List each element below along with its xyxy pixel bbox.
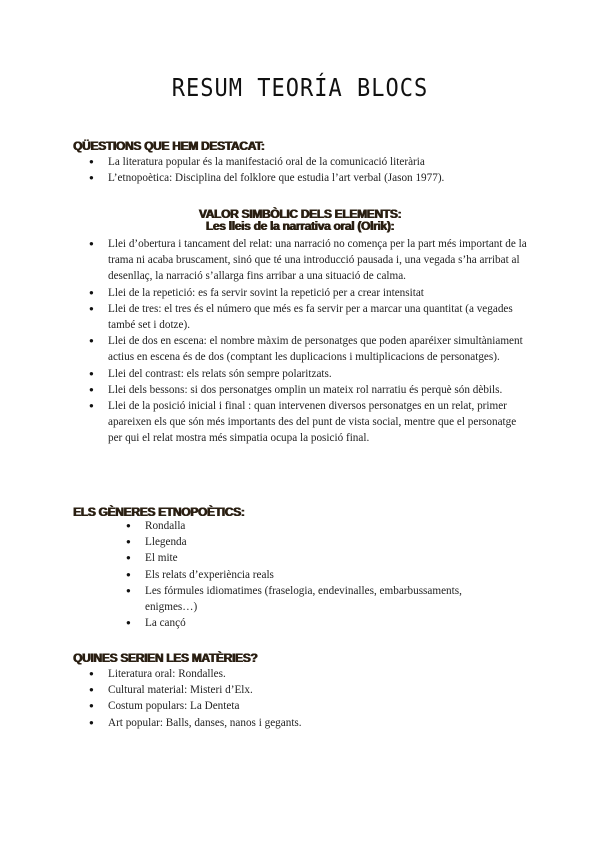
list-item: ● El mite bbox=[145, 550, 510, 566]
section-heading-subjects: QUINES SERIEN LES MATÈRIES? bbox=[73, 651, 258, 665]
bullet-icon: ● bbox=[89, 669, 94, 678]
bullet-icon: ● bbox=[126, 521, 131, 530]
list-item: ● Les fórmules idiomatimes (fraselogia, endevinalles, embarbussaments, enigmes…) bbox=[126, 584, 462, 614]
bullet-icon: ● bbox=[126, 618, 131, 628]
list-subjects bbox=[89, 666, 528, 731]
list-item: ● Llei dels bessons: si dos personatges omplin un mateix rol narratiu és perquè són dèbils. bbox=[108, 382, 533, 398]
list-item: ● L’etnopoètica: Disciplina del folklore que estudia l’art verbal (Jason 1977). bbox=[108, 170, 528, 186]
bullet-icon: ● bbox=[89, 287, 94, 297]
bullet-icon: ● bbox=[89, 401, 94, 411]
list-item: ● La literatura popular és la manifestació oral de la comunicació literària bbox=[108, 154, 528, 170]
list-item: ● Llei de tres: el tres és el número que més es fa servir per a marcar una quantitat (a vegades també set i dotze). bbox=[89, 302, 513, 332]
list-item: ● Llei de dos en escena: el nombre màxim de personatges que poden aparéixer simultàniament actius en escena és de dos (comptant les duplicacions i multiplicacions de personatges). bbox=[89, 335, 523, 364]
list-item: ● Literatura oral: Rondalles. bbox=[108, 666, 528, 682]
list-questions bbox=[89, 154, 528, 186]
bullet-icon: ● bbox=[89, 701, 94, 711]
list-item: ● La cançó bbox=[145, 615, 510, 631]
list-item: ● Llei de la repetició: es fa servir sovint la repetició per a crear intensitat bbox=[108, 285, 533, 301]
list-item: ● Art popular: Balls, danses, nanos i gegants. bbox=[108, 715, 528, 731]
bullet-icon: ● bbox=[89, 303, 94, 313]
bullet-icon: ● bbox=[89, 717, 94, 727]
list-item: ● Rondalla bbox=[145, 518, 510, 534]
list-item: ● Cultural material: Misteri d’Elx. bbox=[108, 682, 528, 698]
bullet-icon: ● bbox=[89, 157, 94, 166]
bullet-icon: ● bbox=[126, 569, 131, 579]
bullet-icon: ● bbox=[89, 336, 94, 346]
bullet-icon: ● bbox=[89, 384, 94, 394]
list-item: ● Costum populars: La Denteta bbox=[108, 698, 528, 714]
list-item: ● Llei de la posició inicial i final : quan intervenen diversos personatges en un relat, primer apareixen els que són més importants des del punt de vista social, mentre que el personatge per qui el relat mostra més simpatia ocupa la posició final. bbox=[89, 400, 517, 445]
list-item: ● Llegenda bbox=[145, 534, 510, 550]
bullet-icon: ● bbox=[126, 585, 131, 595]
section-subheading-laws: Les lleis de la narrativa oral (Olrik): bbox=[205, 219, 395, 233]
section-heading-questions: QÜESTIONS QUE HEM DESTACAT: bbox=[73, 139, 265, 153]
page-title: RESUM TEORÍA BLOCS bbox=[171, 74, 429, 103]
bullet-icon: ● bbox=[126, 537, 131, 547]
section-heading-genres: ELS GÈNERES ETNOPOÈTICS: bbox=[73, 505, 245, 519]
bullet-icon: ● bbox=[89, 368, 94, 378]
bullet-icon: ● bbox=[126, 553, 131, 563]
list-item: ● Els relats d’experiència reals bbox=[145, 567, 510, 583]
list-item: ● Llei d’obertura i tancament del relat: una narració no comença per la part més important de la trama ni acaba bruscament, sinó que té una introducció pausada i, una vegada s’ha arribat al desenllaç, la narració s’allarga fins arribar a una situació de calma. bbox=[89, 238, 527, 283]
bullet-icon: ● bbox=[89, 173, 94, 183]
list-genres bbox=[126, 518, 510, 631]
section-heading-values: VALOR SIMBÒLIC DELS ELEMENTS: bbox=[198, 207, 402, 221]
list-item: ● Llei del contrast: els relats són sempre polaritzats. bbox=[108, 366, 533, 382]
bullet-icon: ● bbox=[89, 685, 94, 695]
list-values bbox=[89, 236, 533, 447]
bullet-icon: ● bbox=[89, 239, 94, 248]
